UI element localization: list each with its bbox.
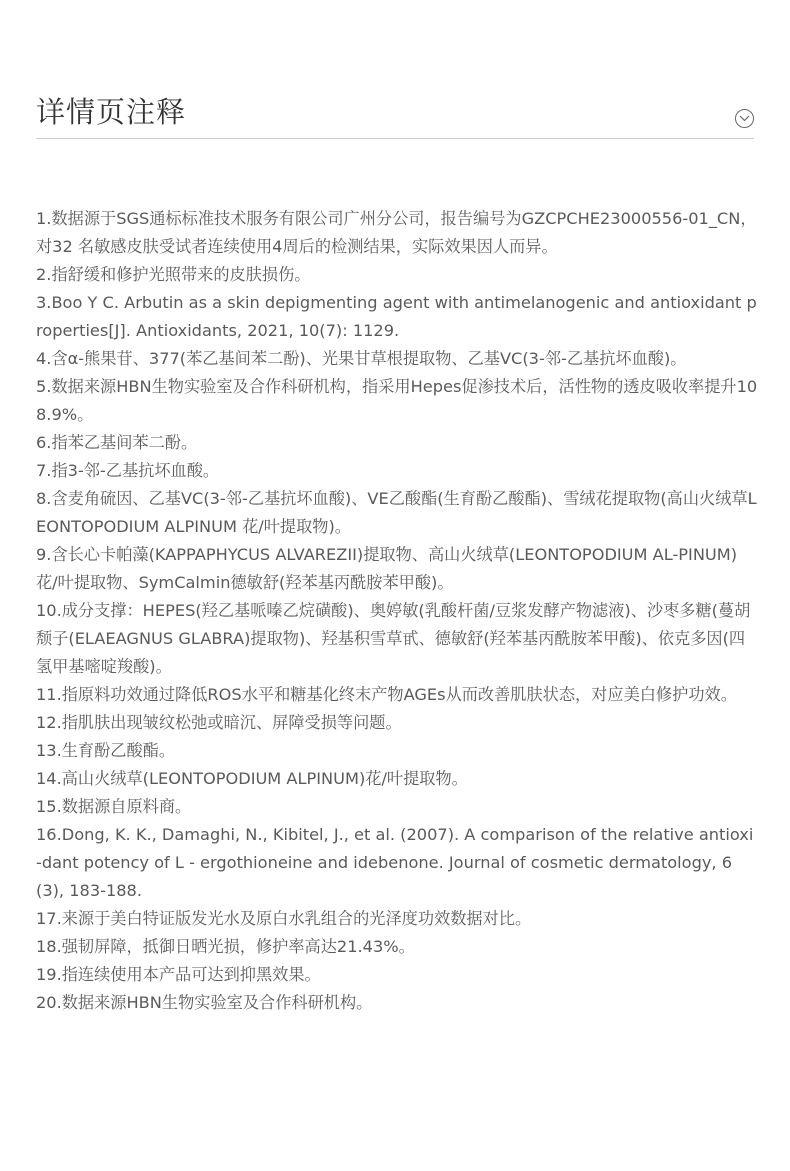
page-title: 详情页注释 [36,95,187,129]
note-item: 10.成分支撑：HEPES(羟乙基哌嗪乙烷磺酸)、奥婷敏(乳酸杆菌/豆浆发酵产物滤液)、沙枣多糖(蔓胡颓子(ELAEAGNUS GLABRA)提取物)、羟基积雪草甙、德敏舒(羟苯基丙酰胺苯甲酸)、依克多因(四氢甲基嘧啶羧酸)。 [36,601,751,676]
note-item: 15.数据源自原料商。 [36,797,192,816]
note-item: 4.含α-熊果苷、377(苯乙基间苯二酚)、光果甘草根提取物、乙基VC(3-邻-乙基抗坏血酸)。 [36,349,687,368]
chevron-down-circle-icon[interactable] [735,109,754,128]
chevron-down-icon [739,115,750,122]
note-item: 6.指苯乙基间苯二酚。 [36,433,198,452]
note-item: 7.指3-邻-乙基抗坏血酸。 [36,461,220,480]
note-item: 2.指舒缓和修护光照带来的皮肤损伤。 [36,265,311,284]
note-item: 1.数据源于SGS通标标准技术服务有限公司广州分公司，报告编号为GZCPCHE23000556-01_CN，对32 名敏感皮肤受试者连续使用4周后的检测结果，实际效果因人而异。 [36,209,757,256]
note-item: 8.含麦角硫因、乙基VC(3-邻-乙基抗坏血酸)、VE乙酸酯(生育酚乙酸酯)、雪绒花提取物(高山火绒草LEONTOPODIUM ALPINUM 花/叶提取物)。 [36,489,757,536]
note-item: 11.指原料功效通过降低ROS水平和糖基化终末产物AGEs从而改善肌肤状态，对应美白修护功效。 [36,685,737,704]
note-item: 12.指肌肤出现皱纹松弛或暗沉、屏障受损等问题。 [36,713,402,732]
notes-header [36,90,754,139]
note-item: 9.含长心卡帕藻(KAPPAPHYCUS ALVAREZII)提取物、高山火绒草(LEONTOPODIUM AL-PINUM)花/叶提取物、SymCalmin德敏舒(羟苯基丙酰胺苯甲酸)。 [36,545,738,592]
note-item: 5.数据来源HBN生物实验室及合作科研机构，指采用Hepes促渗技术后，活性物的透皮吸收率提升108.9%。 [36,377,758,424]
note-item: 17.来源于美白特证版发光水及原白水乳组合的光泽度功效数据对比。 [36,909,532,928]
note-item: 16.Dong, K. K., Damaghi, N., Kibitel, J., et al. (2007). A comparison of the relative antioxi-dant potency of L - ergothioneine and idebenone. Journal of cosmetic dermatology, 6(3), 183-188. [36,825,754,900]
note-item: 20.数据来源HBN生物实验室及合作科研机构。 [36,993,373,1012]
notes-list [36,205,758,1017]
note-item: 13.生育酚乙酸酯。 [36,741,176,760]
note-item: 14.高山火绒草(LEONTOPODIUM ALPINUM)花/叶提取物。 [36,769,468,788]
note-item: 3.Boo Y C. Arbutin as a skin depigmenting agent with antimelanogenic and antioxidant properties[J]. Antioxidants, 2021, 10(7): 1129. [36,293,757,340]
note-item: 19.指连续使用本产品可达到抑黑效果。 [36,965,321,984]
note-item: 18.强韧屏障，抵御日晒光损，修护率高达21.43%。 [36,937,415,956]
